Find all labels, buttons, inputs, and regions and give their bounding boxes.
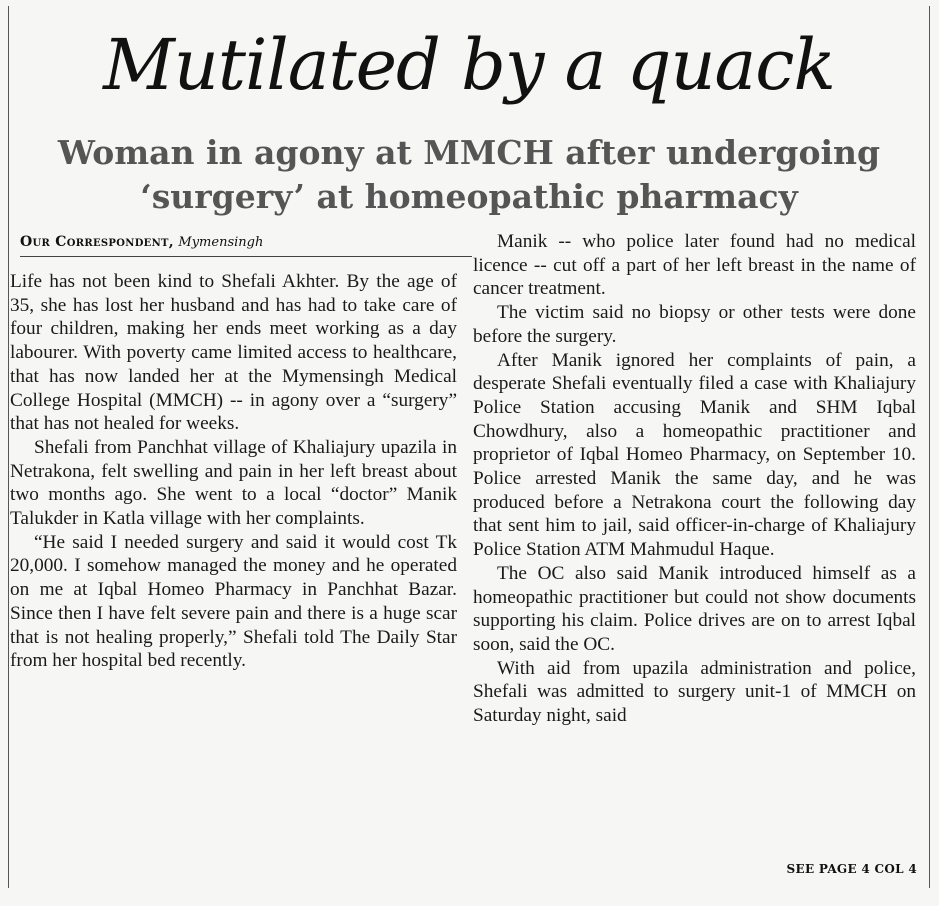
paragraph: With aid from upazila administration and police, Shefali was admitted to surgery unit-1 of MMCH on Saturday night, said bbox=[473, 657, 916, 727]
subheadline-line-1: Woman in agony at MMCH after undergoing bbox=[57, 133, 881, 172]
paragraph: “He said I needed surgery and said it would cost Tk 20,000. I somehow managed the money and he operated on me at Iqbal Homeo Pharmacy in Panchhat Bazar. Since then I have felt severe pain and there is a huge scar that is not healing properly,” Shefali told The Daily Star from her hospital bed recently. bbox=[10, 531, 457, 672]
byline bbox=[20, 234, 263, 250]
paragraph: Manik -- who police later found had no medical licence -- cut off a part of her left breast in the name of cancer treatment. bbox=[473, 231, 916, 300]
paragraph: After Manik ignored her complaints of pain, a desperate Shefali eventually filed a case with Khaliajury Police Station accusing Manik and SHM Iqbal Chowdhury, also a homeopathic practitioner and proprietor of Iqbal Homeo Pharmacy, on September 10. Police arrested Manik the same day, and he was produced before a Netrakona court the following day that sent him to jail, said officer-in-charge of Khaliajury Police Station ATM Mahmudul Haque. bbox=[473, 349, 916, 561]
article-column-2 bbox=[473, 230, 916, 728]
byline-name: Our Correspondent, bbox=[20, 234, 174, 250]
byline-rule bbox=[20, 256, 472, 257]
subheadline bbox=[9, 131, 929, 219]
paragraph: Life has not been kind to Shefali Akhter. By the age of 35, she has lost her husband and has had to take care of four children, making her ends meet working as a day labourer. With poverty came limited access to healthcare, that has now landed her at the Mymensingh Medical College Hospital (MMCH) -- in agony over a “surgery” that has not healed for weeks. bbox=[10, 271, 457, 435]
paragraph: Shefali from Panchhat village of Khaliajury upazila in Netrakona, felt swelling and pain in her left breast about two months ago. She went to a local “doctor” Manik Talukder in Katla village with her complaints. bbox=[10, 436, 457, 530]
paragraph: The OC also said Manik introduced himself as a homeopathic practitioner but could not show documents supporting his claim. Police drives are on to arrest Iqbal soon, said the OC. bbox=[473, 562, 916, 655]
headline: Mutilated by a quack bbox=[103, 24, 835, 106]
article-column-1 bbox=[10, 270, 457, 673]
subheadline-line-2: ‘surgery’ at homeopathic pharmacy bbox=[140, 177, 798, 216]
paragraph: The victim said no biopsy or other tests were done before the surgery. bbox=[473, 302, 916, 347]
continuation-note: SEE PAGE 4 COL 4 bbox=[786, 862, 917, 876]
byline-location: Mymensingh bbox=[178, 235, 264, 250]
